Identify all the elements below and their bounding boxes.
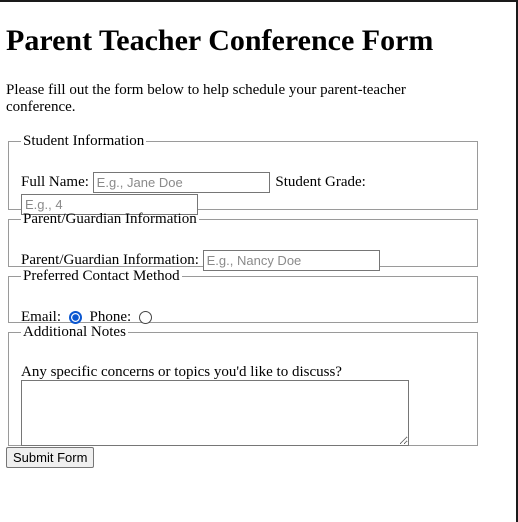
parent-guardian-fieldset <box>8 211 478 267</box>
parent-guardian-legend: Parent/Guardian Information <box>23 211 197 227</box>
intro-text: Please fill out the form below to help schedule your parent-teacher conference. <box>6 82 406 115</box>
student-grade-label: Student Grade: <box>275 174 366 190</box>
phone-radio[interactable] <box>139 311 152 324</box>
notes-textarea[interactable] <box>21 380 409 446</box>
phone-label: Phone: <box>89 309 132 325</box>
student-information-legend: Student Information <box>23 133 145 149</box>
full-name-input[interactable] <box>93 172 270 193</box>
full-name-row <box>21 172 366 193</box>
parent-guardian-label: Parent/Guardian Information: <box>21 252 199 268</box>
email-radio[interactable] <box>69 311 82 324</box>
additional-notes-fieldset <box>8 324 478 446</box>
student-information-fieldset <box>8 133 478 210</box>
submit-form-button[interactable]: Submit Form <box>6 447 94 468</box>
full-name-label: Full Name: <box>21 174 89 190</box>
page-title: Parent Teacher Conference Form <box>6 24 434 57</box>
email-label: Email: <box>21 309 61 325</box>
preferred-contact-legend: Preferred Contact Method <box>23 268 180 284</box>
window-top-border <box>0 0 518 2</box>
additional-notes-legend: Additional Notes <box>23 324 126 340</box>
preferred-contact-fieldset <box>8 268 478 323</box>
notes-prompt: Any specific concerns or topics you'd like to discuss? <box>21 364 342 380</box>
